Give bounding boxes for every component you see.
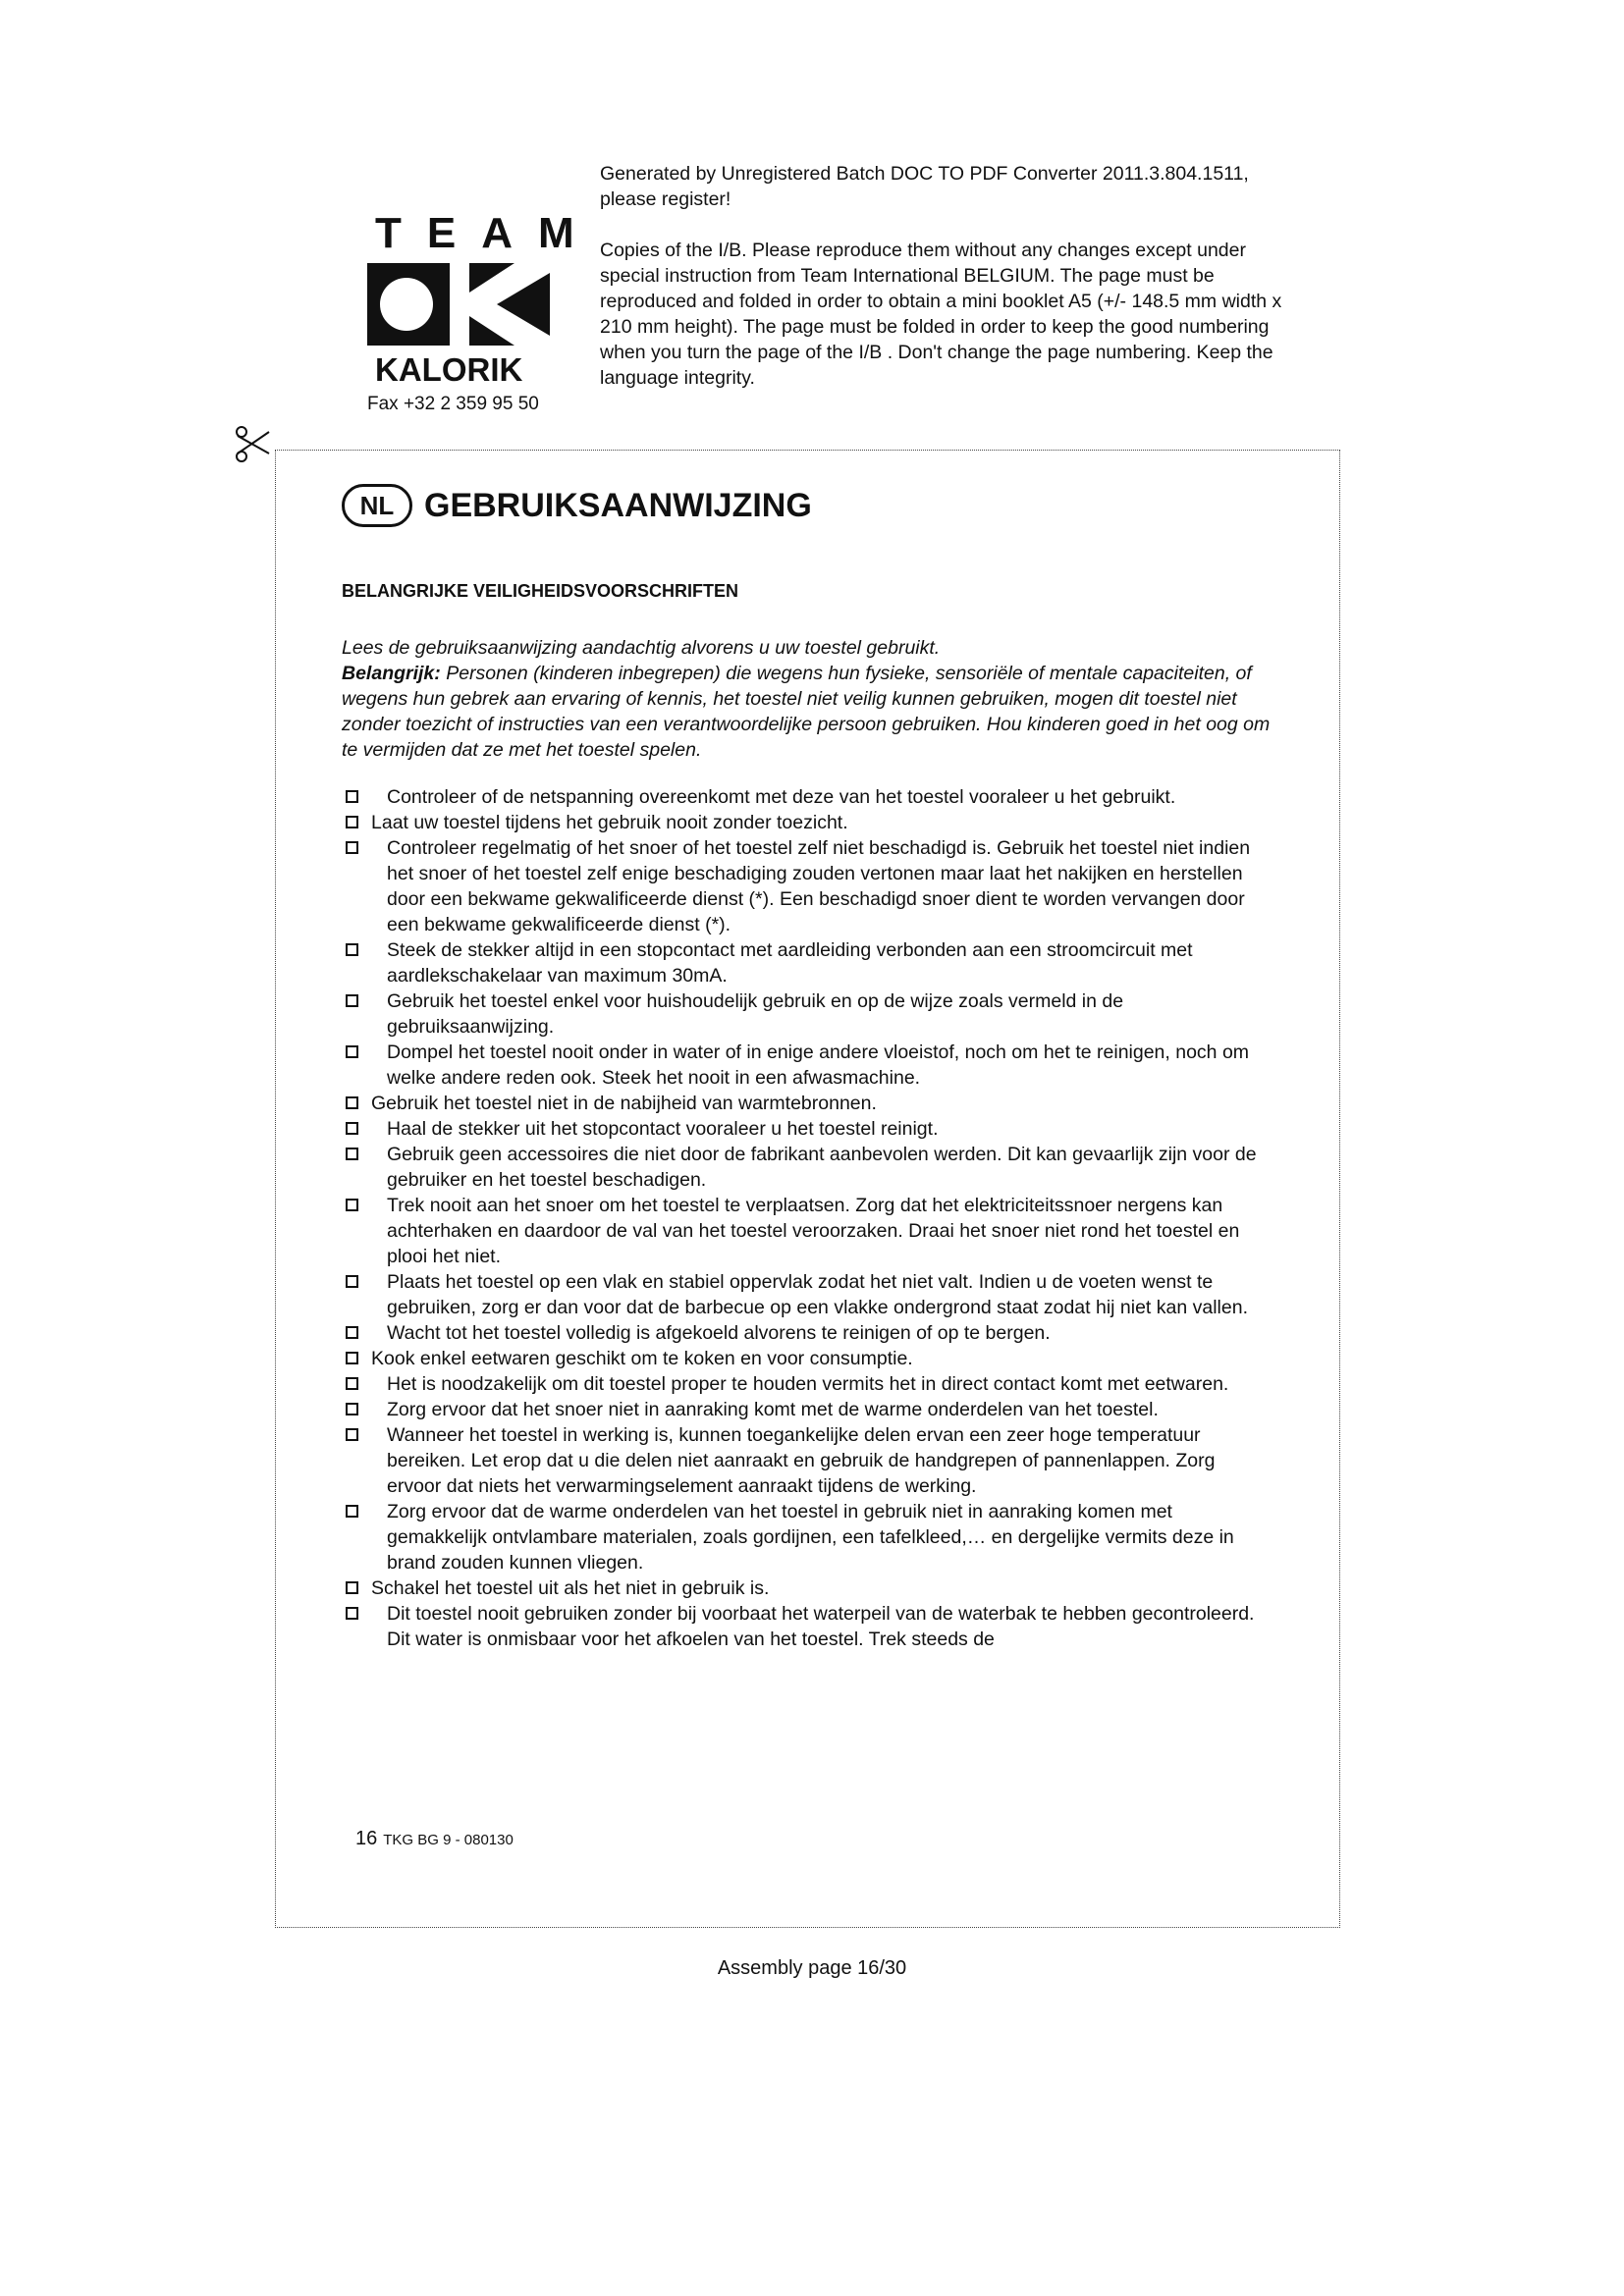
team-kalorik-logo [367,209,600,415]
checkbox-bullet-icon [346,1607,358,1620]
checkbox-bullet-icon [346,1045,358,1058]
converter-notice: Generated by Unregistered Batch DOC TO PDF Converter 2011.3.804.1511, please register! [600,163,1249,210]
reproduction-instructions: Copies of the I/B. Please reproduce them without any changes except under special instruction from Team International BELGIUM. The page must be reproduced and folded in order to obtain a mini booklet A5 (+/- 148.5 mm width x 210 mm height). The page must be folded in order to keep the good numbering when you turn the page of the I/B . Don't change the page numbering. Keep the language integrity. [600,240,1282,389]
list-item: Plaats het toestel op een vlak en stabiel oppervlak zodat het niet valt. Indien u de voeten wenst te gebruiken, zorg er dan voor dat de barbecue op een vlakke ondergrond staat zodat hij niet kan vallen. [342,1269,1274,1320]
checkbox-bullet-icon [346,1275,358,1288]
safety-list [342,784,1274,1652]
checkbox-bullet-icon [346,943,358,956]
fax-number: Fax +32 2 359 95 50 [367,394,539,414]
title-text: GEBRUIKSAANWIJZING [424,486,812,524]
manual-page [342,481,1274,1652]
checkbox-bullet-icon [346,994,358,1007]
checkbox-bullet-icon [346,790,358,803]
list-item: Zorg ervoor dat de warme onderdelen van het toestel in gebruik niet in aanraking komen met gemakkelijk ontvlambare materialen, zoals gordijnen, een tafelkleed,… en dergelijke vermits deze in brand zouden kunnen vliegen. [342,1499,1274,1575]
checkbox-bullet-icon [346,1148,358,1160]
list-item: Het is noodzakelijk om dit toestel proper te houden vermits het in direct contact komt met eetwaren. [342,1371,1274,1397]
list-item: Wanneer het toestel in werking is, kunnen toegankelijke delen ervan een zeer hoge temperatuur bereiken. Let erop dat u die delen niet aanraakt en gebruik de handgrepen of pannenlappen. Zorg ervoor dat niets het verwarmingselement aanraakt tijdens de werking. [342,1422,1274,1499]
list-item: Schakel het toestel uit als het niet in gebruik is. [342,1575,1274,1601]
list-item: Haal de stekker uit het stopcontact vooraleer u het toestel reinigt. [342,1116,1274,1142]
important-text: Personen (kinderen inbegrepen) die wegens hun fysieke, sensoriële of mentale capaciteiten, of wegens hun gebrek aan ervaring of kennis, het toestel niet veilig kunnen gebruiken, mogen dit toestel niet zonder toezicht of instructies van een verantwoordelijke persoon gebruiken. Hou kinderen goed in het oog om te vermijden dat ze met het toestel spelen. [342,663,1271,761]
checkbox-bullet-icon [346,1428,358,1441]
list-item: Controleer of de netspanning overeenkomt met deze van het toestel vooraleer u het gebruikt. [342,784,1274,810]
list-item: Gebruik het toestel enkel voor huishoudelijk gebruik en op de wijze zoals vermeld in de gebruiksaanwijzing. [342,988,1274,1040]
intro-paragraph [342,635,1274,763]
scissors-icon [234,424,273,463]
list-item: Kook enkel eetwaren geschikt om te koken en voor consumptie. [342,1346,1274,1371]
list-item: Gebruik het toestel niet in de nabijheid van warmtebronnen. [342,1091,1274,1116]
checkbox-bullet-icon [346,816,358,828]
logo-brand-text: KALORIK [375,351,523,388]
logo-team-text: TEAM [375,209,600,257]
list-item: Dit toestel nooit gebruiken zonder bij voorbaat het waterpeil van de waterbak te hebben gecontroleerd. Dit water is onmisbaar voor het afkoelen van het toestel. Trek steeds de [342,1601,1274,1652]
assembly-page-label: Assembly page 16/30 [717,1957,907,1979]
checkbox-bullet-icon [346,1581,358,1594]
important-notice [342,661,1274,763]
list-item: Trek nooit aan het snoer om het toestel te verplaatsen. Zorg dat het elektriciteitssnoer nergens kan achterhaken en daardoor de val van het toestel veroorzaken. Draai het snoer niet rond het toestel en plooi het niet. [342,1193,1274,1269]
intro-line: Lees de gebruiksaanwijzing aandachtig alvorens u uw toestel gebruikt. [342,637,941,659]
checkbox-bullet-icon [346,1352,358,1364]
checkbox-bullet-icon [346,1199,358,1211]
list-item: Dompel het toestel nooit onder in water of in enige andere vloeistof, noch om het te reinigen, noch om welke andere reden ook. Steek het nooit in een afwasmachine. [342,1040,1274,1091]
checkbox-bullet-icon [346,1326,358,1339]
checkbox-bullet-icon [346,1096,358,1109]
document-code: TKG BG 9 - 080130 [383,1832,514,1848]
checkbox-bullet-icon [346,1122,358,1135]
important-label: Belangrijk: [342,663,441,684]
list-item: Wacht tot het toestel volledig is afgekoeld alvorens te reinigen of op te bergen. [342,1320,1274,1346]
kalorik-k-logo-icon [367,263,550,346]
checkbox-bullet-icon [346,1403,358,1415]
language-badge: NL [342,484,412,527]
section-heading: BELANGRIJKE VEILIGHEIDSVOORSCHRIFTEN [342,581,739,601]
checkbox-bullet-icon [346,1377,358,1390]
page-title [342,481,1274,530]
checkbox-bullet-icon [346,841,358,854]
checkbox-bullet-icon [346,1505,358,1518]
page-footer [355,1828,514,1850]
list-item: Controleer regelmatig of het snoer of het toestel zelf niet beschadigd is. Gebruik het toestel niet indien het snoer of het toestel zelf enige beschadiging zouden vertonen maar laat het nakijken en herstellen door een bekwame gekwalificeerde dienst (*). Een beschadigd snoer dient te worden vervangen door een bekwame gekwalificeerde dienst (*). [342,835,1274,937]
list-item: Steek de stekker altijd in een stopcontact met aardleiding verbonden aan een stroomcircuit met aardlekschakelaar van maximum 30mA. [342,937,1274,988]
page-number: 16 [355,1828,378,1849]
list-item: Gebruik geen accessoires die niet door de fabrikant aanbevolen werden. Dit kan gevaarlijk zijn voor de gebruiker en het toestel beschadigen. [342,1142,1274,1193]
header-note [600,161,1307,416]
list-item: Zorg ervoor dat het snoer niet in aanraking komt met de warme onderdelen van het toestel. [342,1397,1274,1422]
list-item: Laat uw toestel tijdens het gebruik nooit zonder toezicht. [342,810,1274,835]
